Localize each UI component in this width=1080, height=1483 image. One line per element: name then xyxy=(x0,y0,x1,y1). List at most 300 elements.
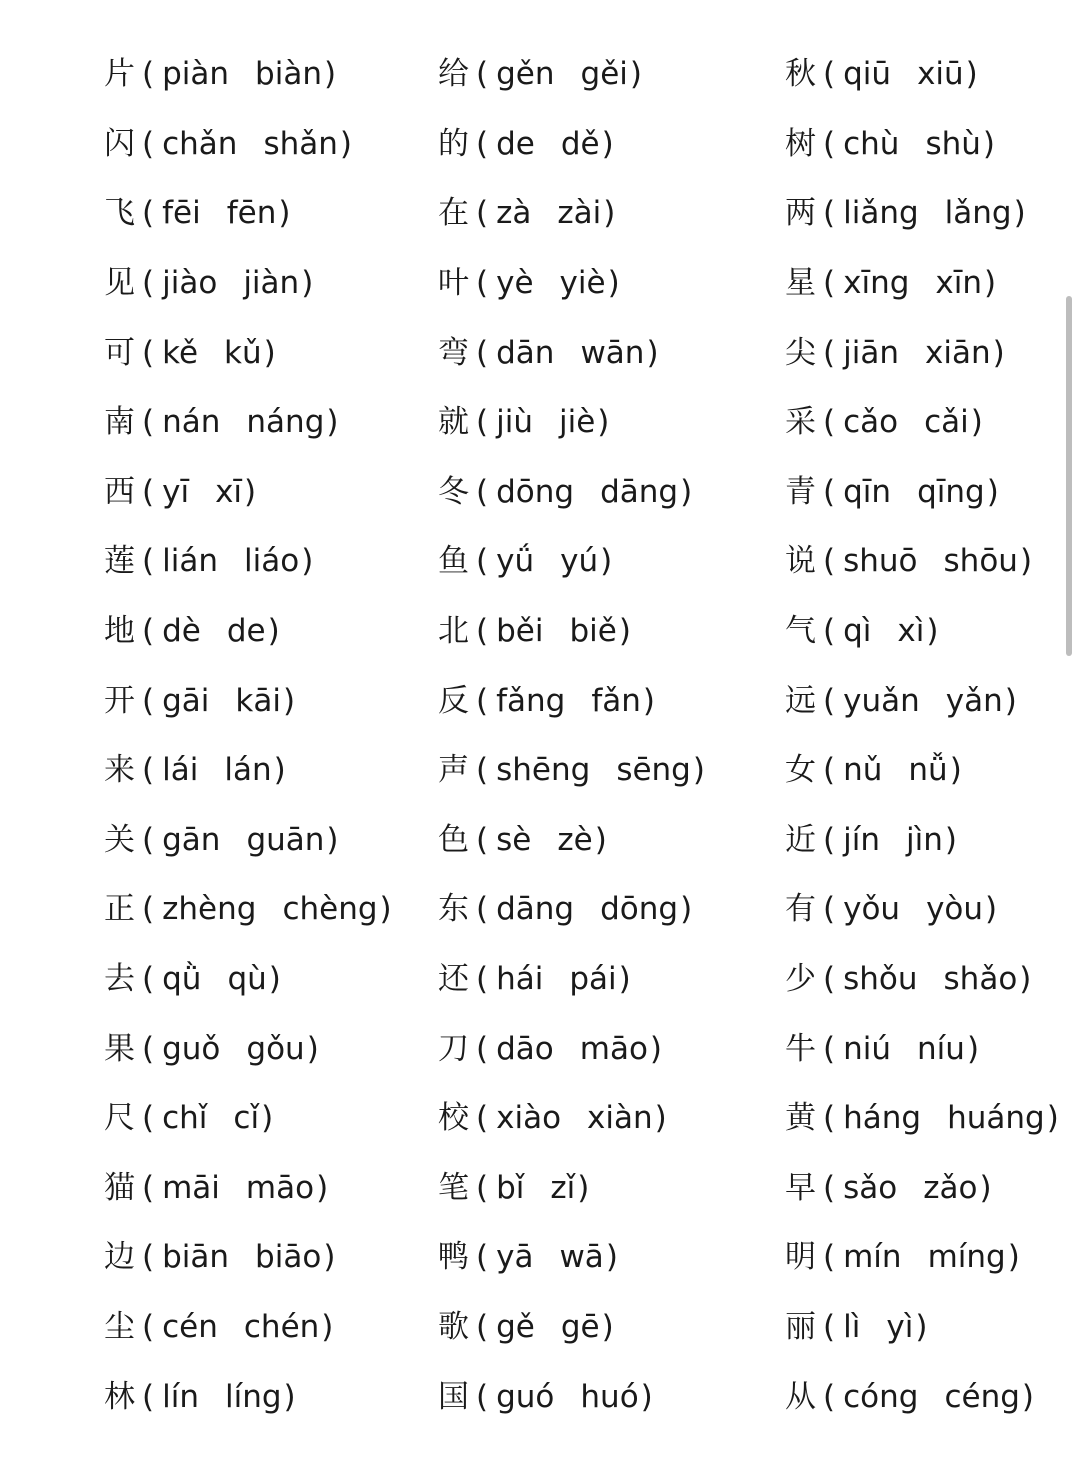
pinyin-entry xyxy=(104,249,315,319)
close-paren: ) xyxy=(278,195,291,232)
pinyin-option-2[interactable]: dāng xyxy=(600,473,679,510)
close-paren: ) xyxy=(1007,1239,1020,1276)
worksheet-row xyxy=(0,1223,1080,1293)
pinyin-entry xyxy=(104,945,283,1015)
pinyin-option-2[interactable]: cǐ xyxy=(233,1100,260,1137)
pinyin-option-1[interactable]: yǒu xyxy=(843,891,901,928)
hanzi-character: 北 xyxy=(438,613,469,650)
close-paren: ) xyxy=(261,1100,274,1137)
hanzi-character: 开 xyxy=(104,682,135,719)
pinyin-option-2[interactable]: wā xyxy=(559,1239,604,1276)
pinyin-option-2[interactable]: māo xyxy=(245,1169,315,1206)
pinyin-option-1[interactable]: sǎo xyxy=(843,1169,898,1206)
pinyin-option-1[interactable]: lái xyxy=(162,752,199,789)
pinyin-option-1[interactable]: lì xyxy=(843,1308,861,1345)
pinyin-option-2[interactable]: zè xyxy=(557,821,593,858)
open-paren: ( xyxy=(476,1378,489,1415)
close-paren: ) xyxy=(316,1169,329,1206)
pinyin-entry xyxy=(438,666,657,736)
pinyin-entry xyxy=(785,736,964,806)
close-paren: ) xyxy=(965,56,978,93)
pinyin-option-2[interactable]: shǎo xyxy=(943,961,1018,998)
pinyin-option-1[interactable]: fēi xyxy=(162,195,201,232)
hanzi-character: 尖 xyxy=(785,334,816,371)
open-paren: ( xyxy=(823,1169,836,1206)
pinyin-entry xyxy=(438,458,694,528)
hanzi-character: 女 xyxy=(785,752,816,789)
close-paren: ) xyxy=(263,334,276,371)
open-paren: ( xyxy=(823,473,836,510)
pinyin-option-1[interactable]: xīng xyxy=(843,265,910,302)
open-paren: ( xyxy=(823,334,836,371)
open-paren: ( xyxy=(142,1030,155,1067)
pinyin-option-2[interactable]: céng xyxy=(944,1378,1020,1415)
worksheet-row xyxy=(0,1293,1080,1363)
pinyin-option-1[interactable]: shēng xyxy=(496,752,591,789)
hanzi-character: 早 xyxy=(785,1169,816,1206)
scrollbar[interactable] xyxy=(1066,296,1072,656)
pinyin-option-1[interactable]: qì xyxy=(843,613,872,650)
pinyin-option-2[interactable]: jiè xyxy=(558,404,596,441)
pinyin-option-2[interactable]: zǎo xyxy=(923,1169,978,1206)
hanzi-character: 飞 xyxy=(104,195,135,232)
close-paren: ) xyxy=(618,961,631,998)
pinyin-option-1[interactable]: māi xyxy=(162,1169,220,1206)
pinyin-option-1[interactable]: dōng xyxy=(496,473,575,510)
open-paren: ( xyxy=(142,1239,155,1276)
pinyin-option-1[interactable]: liǎng xyxy=(843,195,919,232)
hanzi-character: 就 xyxy=(438,404,469,441)
hanzi-character: 色 xyxy=(438,821,469,858)
pinyin-option-1[interactable]: qǜ xyxy=(162,961,202,998)
open-paren: ( xyxy=(476,1030,489,1067)
open-paren: ( xyxy=(823,821,836,858)
pinyin-option-2[interactable]: xiū xyxy=(917,56,964,93)
hanzi-character: 近 xyxy=(785,821,816,858)
pinyin-option-2[interactable]: biàn xyxy=(255,56,322,93)
pinyin-option-2[interactable]: xīn xyxy=(935,265,983,302)
pinyin-option-2[interactable]: yú xyxy=(560,543,599,580)
pinyin-option-2[interactable]: qīng xyxy=(917,473,985,510)
hanzi-character: 歌 xyxy=(438,1308,469,1345)
hanzi-character: 少 xyxy=(785,961,816,998)
hanzi-character: 笔 xyxy=(438,1169,469,1206)
pinyin-option-1[interactable]: guó xyxy=(496,1378,555,1415)
pinyin-option-2[interactable]: qù xyxy=(227,961,267,998)
worksheet-row xyxy=(0,527,1080,597)
pinyin-option-1[interactable]: jiān xyxy=(843,334,899,371)
pinyin-entry xyxy=(104,40,338,110)
pinyin-option-2[interactable]: gěi xyxy=(580,56,628,93)
pinyin-option-2[interactable]: kǔ xyxy=(224,334,262,371)
pinyin-option-1[interactable]: yǘ xyxy=(496,543,535,580)
pinyin-entry xyxy=(104,110,354,180)
pinyin-option-2[interactable]: lán xyxy=(224,752,272,789)
hanzi-character: 林 xyxy=(104,1378,135,1415)
pinyin-option-1[interactable]: chù xyxy=(843,125,900,162)
close-paren: ) xyxy=(301,265,314,302)
pinyin-option-1[interactable]: cóng xyxy=(843,1378,919,1415)
hanzi-character: 鸭 xyxy=(438,1239,469,1276)
pinyin-option-2[interactable]: gē xyxy=(560,1308,600,1345)
pinyin-option-2[interactable]: jìn xyxy=(905,821,943,858)
open-paren: ( xyxy=(476,1100,489,1137)
pinyin-option-2[interactable]: wān xyxy=(580,334,645,371)
hanzi-character: 声 xyxy=(438,752,469,789)
pinyin-option-1[interactable]: yā xyxy=(496,1239,534,1276)
close-paren: ) xyxy=(646,334,659,371)
worksheet-row xyxy=(0,249,1080,319)
pinyin-option-2[interactable]: míng xyxy=(927,1239,1006,1276)
pinyin-option-2[interactable]: líng xyxy=(224,1378,282,1415)
close-paren: ) xyxy=(1021,1378,1035,1415)
open-paren: ( xyxy=(142,682,155,719)
pinyin-option-1[interactable]: yuǎn xyxy=(843,682,920,719)
pinyin-option-2[interactable]: jiàn xyxy=(243,265,300,302)
close-paren: ) xyxy=(680,473,693,510)
open-paren: ( xyxy=(476,473,489,510)
open-paren: ( xyxy=(823,961,836,998)
close-paren: ) xyxy=(949,752,962,789)
pinyin-option-1[interactable]: zhèng xyxy=(162,891,257,928)
worksheet-row xyxy=(0,110,1080,180)
close-paren: ) xyxy=(306,1030,319,1067)
open-paren: ( xyxy=(823,1100,836,1137)
hanzi-character: 猫 xyxy=(104,1169,135,1206)
pinyin-option-1[interactable]: dāng xyxy=(496,891,575,928)
open-paren: ( xyxy=(823,1030,836,1067)
pinyin-option-1[interactable]: jiù xyxy=(496,404,533,441)
pinyin-entry xyxy=(104,318,278,388)
worksheet-row xyxy=(0,1362,1080,1432)
close-paren: ) xyxy=(267,613,280,650)
pinyin-entry xyxy=(104,1223,337,1293)
pinyin-option-2[interactable]: níu xyxy=(917,1030,965,1067)
pinyin-option-2[interactable]: zài xyxy=(557,195,602,232)
pinyin-option-2[interactable]: de xyxy=(226,613,266,650)
close-paren: ) xyxy=(379,891,392,928)
pinyin-option-1[interactable]: piàn xyxy=(162,56,230,93)
pinyin-option-1[interactable]: dān xyxy=(496,334,555,371)
pinyin-option-2[interactable]: fǎn xyxy=(591,682,641,719)
open-paren: ( xyxy=(142,404,155,441)
pinyin-option-1[interactable]: dè xyxy=(162,613,201,650)
open-paren: ( xyxy=(142,195,155,232)
pinyin-option-1[interactable]: bǐ xyxy=(496,1169,525,1206)
open-paren: ( xyxy=(476,752,489,789)
pinyin-option-2[interactable]: biě xyxy=(569,613,617,650)
hanzi-character: 采 xyxy=(785,404,816,441)
worksheet-row xyxy=(0,875,1080,945)
close-paren: ) xyxy=(692,752,705,789)
hanzi-character: 鱼 xyxy=(438,543,469,580)
pinyin-option-1[interactable]: qiū xyxy=(843,56,892,93)
pinyin-option-2[interactable]: xī xyxy=(215,473,243,510)
open-paren: ( xyxy=(476,1169,489,1206)
pinyin-entry xyxy=(104,1084,275,1154)
close-paren: ) xyxy=(986,473,999,510)
pinyin-option-2[interactable]: shǎn xyxy=(263,125,338,162)
pinyin-option-2[interactable]: sēng xyxy=(616,752,691,789)
pinyin-entry xyxy=(785,458,1001,528)
open-paren: ( xyxy=(476,961,489,998)
hanzi-character: 去 xyxy=(104,961,135,998)
pinyin-entry xyxy=(438,249,622,319)
pinyin-option-1[interactable]: dāo xyxy=(496,1030,554,1067)
pinyin-option-1[interactable]: chǐ xyxy=(162,1100,208,1137)
hanzi-character: 校 xyxy=(438,1100,469,1137)
pinyin-option-2[interactable]: xiān xyxy=(924,334,991,371)
pinyin-option-2[interactable]: chén xyxy=(243,1308,320,1345)
open-paren: ( xyxy=(823,1308,836,1345)
pinyin-option-2[interactable]: shù xyxy=(925,125,981,162)
open-paren: ( xyxy=(142,1308,155,1345)
worksheet-row xyxy=(0,1084,1080,1154)
open-paren: ( xyxy=(823,404,836,441)
close-paren: ) xyxy=(1013,195,1026,232)
pinyin-option-1[interactable]: yè xyxy=(496,265,534,302)
open-paren: ( xyxy=(823,1378,836,1415)
pinyin-option-1[interactable]: guǒ xyxy=(162,1030,221,1067)
open-paren: ( xyxy=(823,195,836,232)
hanzi-character: 给 xyxy=(438,56,469,93)
pinyin-entry xyxy=(104,806,341,876)
open-paren: ( xyxy=(142,1378,155,1415)
pinyin-option-1[interactable]: cén xyxy=(162,1308,218,1345)
close-paren: ) xyxy=(339,125,353,162)
close-paren: ) xyxy=(649,1030,663,1067)
hanzi-character: 果 xyxy=(104,1030,135,1067)
pinyin-option-1[interactable]: biān xyxy=(162,1239,230,1276)
pinyin-entry xyxy=(785,875,999,945)
open-paren: ( xyxy=(142,543,155,580)
open-paren: ( xyxy=(142,125,155,162)
pinyin-worksheet xyxy=(0,40,1080,1432)
pinyin-entry xyxy=(104,1293,335,1363)
pinyin-entry xyxy=(785,597,940,667)
pinyin-option-1[interactable]: qīn xyxy=(843,473,892,510)
pinyin-option-2[interactable]: nǚ xyxy=(908,752,948,789)
pinyin-option-1[interactable]: gěn xyxy=(496,56,555,93)
worksheet-row xyxy=(0,1014,1080,1084)
close-paren: ) xyxy=(597,404,610,441)
close-paren: ) xyxy=(326,404,339,441)
pinyin-option-1[interactable]: jín xyxy=(843,821,880,858)
pinyin-entry xyxy=(785,1014,981,1084)
pinyin-option-1[interactable]: shuō xyxy=(843,543,918,580)
close-paren: ) xyxy=(944,821,957,858)
pinyin-entry xyxy=(104,179,292,249)
pinyin-option-2[interactable]: fēn xyxy=(226,195,277,232)
hanzi-character: 从 xyxy=(785,1378,816,1415)
pinyin-option-2[interactable]: pái xyxy=(569,961,617,998)
close-paren: ) xyxy=(618,613,631,650)
pinyin-option-1[interactable]: gāi xyxy=(162,682,210,719)
pinyin-option-1[interactable]: gān xyxy=(162,821,221,858)
pinyin-option-2[interactable]: xiàn xyxy=(587,1100,653,1137)
hanzi-character: 地 xyxy=(104,613,135,650)
close-paren: ) xyxy=(594,821,607,858)
close-paren: ) xyxy=(984,265,997,302)
pinyin-entry xyxy=(785,806,959,876)
pinyin-entry xyxy=(438,179,617,249)
hanzi-character: 正 xyxy=(104,891,135,928)
pinyin-option-1[interactable]: hái xyxy=(496,961,544,998)
pinyin-option-1[interactable]: jiào xyxy=(162,265,218,302)
pinyin-option-1[interactable]: fǎng xyxy=(496,682,566,719)
open-paren: ( xyxy=(142,1169,155,1206)
pinyin-entry xyxy=(438,875,694,945)
open-paren: ( xyxy=(476,195,489,232)
pinyin-option-2[interactable]: yì xyxy=(886,1308,914,1345)
pinyin-option-2[interactable]: dě xyxy=(560,125,600,162)
open-paren: ( xyxy=(476,682,489,719)
open-paren: ( xyxy=(142,334,155,371)
pinyin-option-1[interactable]: yī xyxy=(162,473,190,510)
pinyin-entry xyxy=(785,527,1034,597)
pinyin-option-2[interactable]: kāi xyxy=(235,682,281,719)
open-paren: ( xyxy=(823,891,836,928)
worksheet-row xyxy=(0,458,1080,528)
pinyin-option-2[interactable]: huó xyxy=(580,1378,639,1415)
hanzi-character: 弯 xyxy=(438,334,469,371)
hanzi-character: 远 xyxy=(785,682,816,719)
hanzi-character: 片 xyxy=(104,56,135,93)
pinyin-entry xyxy=(438,40,644,110)
pinyin-entry xyxy=(104,458,258,528)
open-paren: ( xyxy=(476,1308,489,1345)
pinyin-option-1[interactable]: de xyxy=(496,125,535,162)
pinyin-entry xyxy=(785,318,1007,388)
pinyin-entry xyxy=(438,806,609,876)
open-paren: ( xyxy=(823,543,836,580)
close-paren: ) xyxy=(273,752,286,789)
pinyin-option-1[interactable]: cǎo xyxy=(843,404,899,441)
hanzi-character: 两 xyxy=(785,195,816,232)
pinyin-entry xyxy=(104,1014,321,1084)
pinyin-entry xyxy=(104,1154,330,1224)
hanzi-character: 闪 xyxy=(104,125,135,162)
pinyin-entry xyxy=(438,945,633,1015)
pinyin-option-1[interactable]: chǎn xyxy=(162,125,238,162)
pinyin-entry xyxy=(104,388,341,458)
pinyin-option-2[interactable]: huáng xyxy=(947,1100,1045,1137)
pinyin-entry xyxy=(104,666,297,736)
pinyin-option-2[interactable]: liáo xyxy=(243,543,300,580)
worksheet-row xyxy=(0,597,1080,667)
hanzi-character: 关 xyxy=(104,821,135,858)
close-paren: ) xyxy=(603,195,616,232)
pinyin-entry xyxy=(438,388,611,458)
pinyin-option-2[interactable]: biāo xyxy=(255,1239,322,1276)
hanzi-character: 的 xyxy=(438,125,469,162)
hanzi-character: 来 xyxy=(104,752,135,789)
pinyin-option-1[interactable]: háng xyxy=(843,1100,922,1137)
hanzi-character: 反 xyxy=(438,682,469,719)
pinyin-option-2[interactable]: shōu xyxy=(943,543,1018,580)
open-paren: ( xyxy=(823,682,836,719)
pinyin-option-2[interactable]: zǐ xyxy=(550,1169,576,1206)
close-paren: ) xyxy=(629,56,642,93)
pinyin-option-2[interactable]: cǎi xyxy=(924,404,969,441)
pinyin-option-1[interactable]: nán xyxy=(162,404,221,441)
pinyin-option-2[interactable]: náng xyxy=(246,404,325,441)
pinyin-option-1[interactable]: shǒu xyxy=(843,961,918,998)
close-paren: ) xyxy=(601,125,614,162)
pinyin-entry xyxy=(785,1362,1036,1432)
pinyin-option-1[interactable]: lián xyxy=(162,543,218,580)
pinyin-option-2[interactable]: lǎng xyxy=(944,195,1012,232)
pinyin-entry xyxy=(785,110,997,180)
pinyin-option-1[interactable]: xiào xyxy=(496,1100,562,1137)
open-paren: ( xyxy=(476,404,489,441)
pinyin-option-1[interactable]: běi xyxy=(496,613,544,650)
close-paren: ) xyxy=(301,543,314,580)
pinyin-option-1[interactable]: niú xyxy=(843,1030,892,1067)
pinyin-option-1[interactable]: mín xyxy=(843,1239,902,1276)
close-paren: ) xyxy=(323,1239,336,1276)
pinyin-option-1[interactable]: sè xyxy=(496,821,532,858)
hanzi-character: 东 xyxy=(438,891,469,928)
pinyin-entry xyxy=(438,527,614,597)
pinyin-entry xyxy=(104,736,288,806)
worksheet-row xyxy=(0,736,1080,806)
pinyin-option-2[interactable]: yòu xyxy=(926,891,984,928)
open-paren: ( xyxy=(476,125,489,162)
pinyin-option-1[interactable]: zà xyxy=(496,195,532,232)
pinyin-option-1[interactable]: kě xyxy=(162,334,199,371)
pinyin-entry xyxy=(438,1154,591,1224)
pinyin-entry xyxy=(785,1223,1022,1293)
close-paren: ) xyxy=(268,961,281,998)
open-paren: ( xyxy=(476,821,489,858)
close-paren: ) xyxy=(640,1378,653,1415)
worksheet-row xyxy=(0,666,1080,736)
pinyin-entry xyxy=(438,318,661,388)
pinyin-option-2[interactable]: yǎn xyxy=(945,682,1003,719)
close-paren: ) xyxy=(244,473,257,510)
hanzi-character: 明 xyxy=(785,1239,816,1276)
pinyin-entry xyxy=(438,1014,664,1084)
pinyin-option-2[interactable]: xì xyxy=(897,613,925,650)
pinyin-entry xyxy=(785,1084,1061,1154)
pinyin-entry xyxy=(438,736,707,806)
pinyin-option-1[interactable]: gě xyxy=(496,1308,535,1345)
pinyin-option-2[interactable]: guān xyxy=(246,821,325,858)
pinyin-entry xyxy=(438,1293,616,1363)
pinyin-entry xyxy=(104,527,315,597)
pinyin-option-1[interactable]: nǔ xyxy=(843,752,883,789)
hanzi-character: 黄 xyxy=(785,1100,816,1137)
hanzi-character: 刀 xyxy=(438,1030,469,1067)
pinyin-option-2[interactable]: gǒu xyxy=(246,1030,305,1067)
open-paren: ( xyxy=(476,334,489,371)
close-paren: ) xyxy=(915,1308,928,1345)
close-paren: ) xyxy=(979,1169,992,1206)
pinyin-option-2[interactable]: yiè xyxy=(559,265,606,302)
hanzi-character: 青 xyxy=(785,473,816,510)
pinyin-entry xyxy=(104,875,394,945)
pinyin-option-2[interactable]: chèng xyxy=(282,891,378,928)
open-paren: ( xyxy=(142,473,155,510)
pinyin-option-2[interactable]: dōng xyxy=(600,891,679,928)
pinyin-option-2[interactable]: māo xyxy=(579,1030,648,1067)
hanzi-character: 国 xyxy=(438,1378,469,1415)
close-paren: ) xyxy=(607,265,620,302)
pinyin-option-1[interactable]: lín xyxy=(162,1378,199,1415)
hanzi-character: 星 xyxy=(785,265,816,302)
worksheet-row xyxy=(0,40,1080,110)
